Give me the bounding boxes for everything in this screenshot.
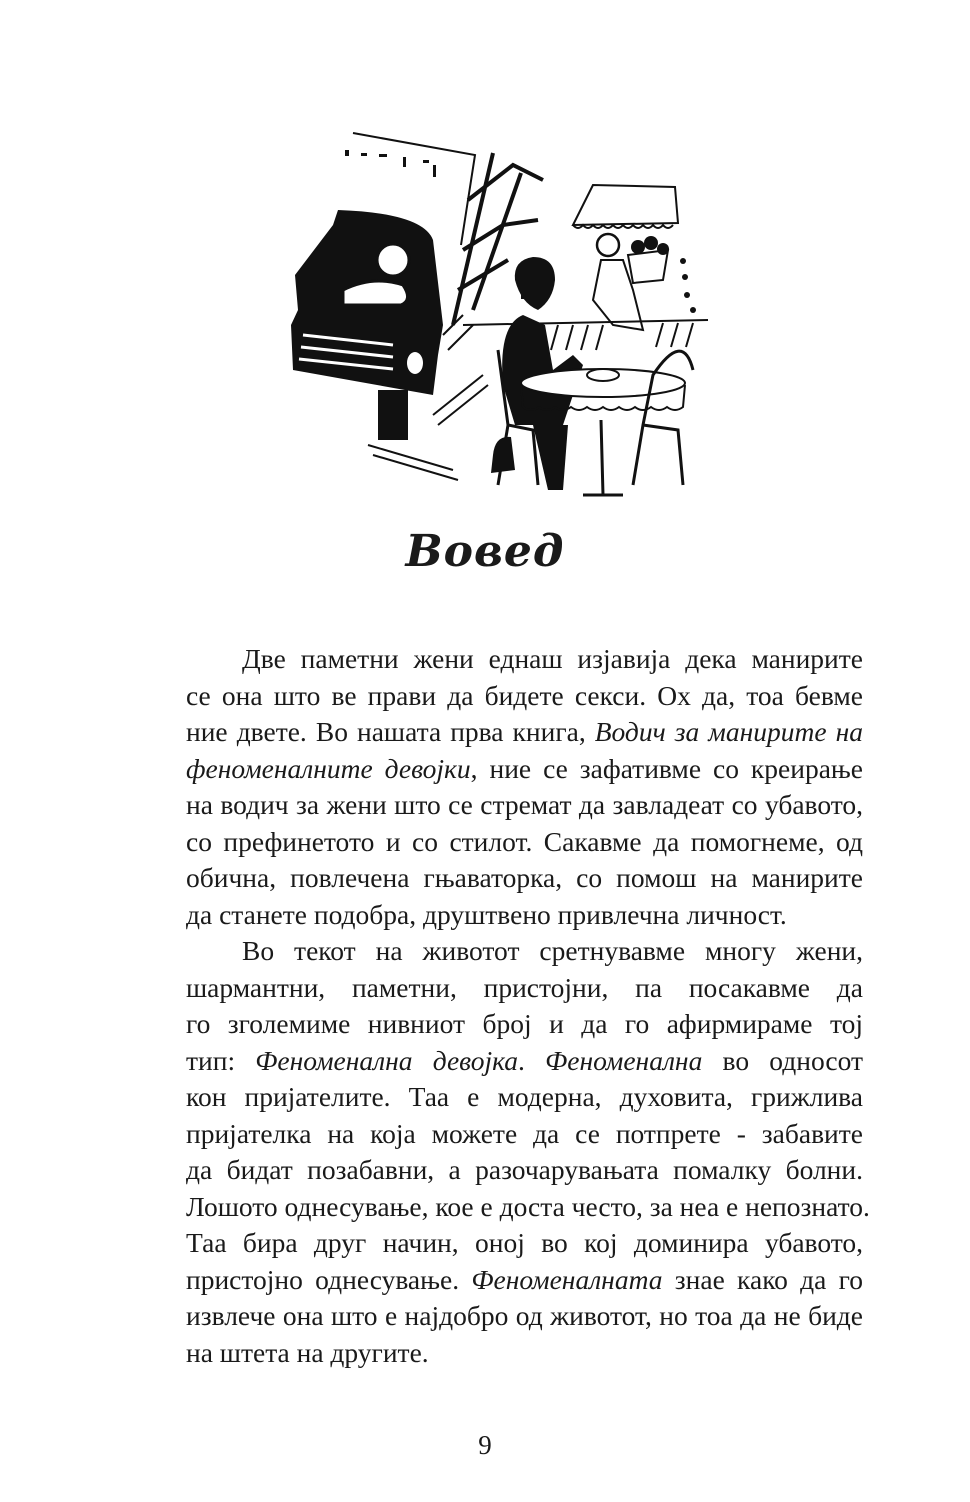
body-text [130,641,870,1371]
text-line: Во текот на животот сретнувавме многу жени, [242,935,863,966]
text-line: обична, повлечена гњаваторка, со помош на манирите [186,862,863,893]
text-line: да станете подобра, друштвено привлечна личност. [186,898,787,930]
text-line: се она што ве прави да бидете секси. Ох да, тоа бевме [186,679,863,711]
paragraph [130,641,863,933]
text-line: го зголемиме нивниот број и да го афирмираме тој [186,1008,863,1039]
text-line: пристојно однесување. Феноменалната знае како да го [186,1263,863,1295]
text-line: ние двете. Во нашата прва книга, Водич за манирите на [186,716,863,747]
paragraph [130,933,870,1371]
text-line: извлече она што е најдобро од животот, но тоа да не биде [186,1300,863,1331]
text-line: шармантни, паметни, пристојни, па посакавме да [186,971,863,1003]
text-line: Две паметни жени еднаш изјавија дека манирите [242,643,863,674]
text-line: феноменалните девојки, ние се зафативме со креирање [186,752,863,784]
text-line: на штета на другите. [186,1336,429,1368]
text-line: на водич за жени што се стремат да завладеат со убавото, [186,789,863,820]
text-line: Лошото однесување, кое е доста често, за неа е непознато. [186,1190,870,1222]
text-line: да бидат позабавни, а разочарувањата помалку болни. [186,1154,863,1185]
text-line: Таа бира друг начин, оној во кој доминира убавото, [186,1227,863,1258]
text-line: кон пријателите. Таа е модерна, духовита, грижлива [186,1081,863,1112]
text-line: пријателка на која можете да се потпрете - забавите [186,1117,863,1149]
page-number: 9 [478,1430,492,1460]
chapter-title: Вовед [405,526,565,577]
text-line: тип: Феноменална девојка. Феноменална во односот [186,1044,863,1076]
text-line: со префинетото и со стилот. Сакавме да помогнеме, од [186,825,863,857]
cafe-scene-illustration [283,125,728,510]
